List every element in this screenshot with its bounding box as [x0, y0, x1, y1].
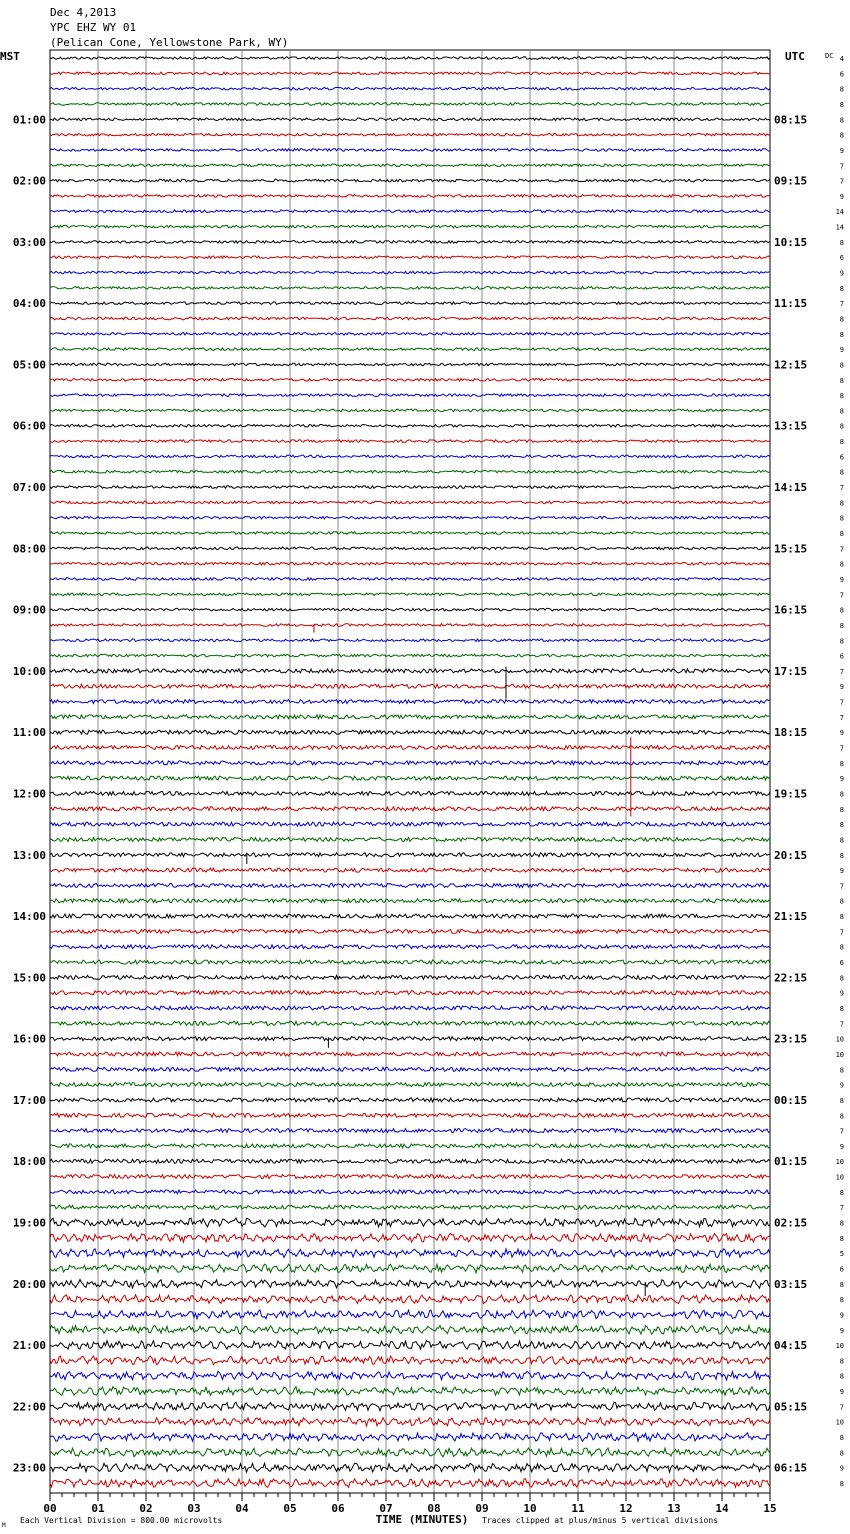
seismic-trace [50, 470, 770, 473]
dc-value: 7 [839, 713, 844, 722]
seismic-trace [50, 1052, 770, 1056]
dc-value: 8 [839, 284, 844, 293]
dc-value: 5 [839, 1250, 844, 1259]
seismic-trace [50, 1249, 770, 1258]
dc-value: 6 [839, 254, 844, 263]
dc-value: 14 [835, 223, 844, 232]
seismic-trace [50, 1402, 770, 1411]
dc-value: 8 [839, 392, 844, 401]
dc-value: 8 [839, 1357, 844, 1366]
right-hour-label: 21:15 [774, 910, 808, 924]
dc-value: 9 [839, 1142, 844, 1151]
seismic-trace [50, 1310, 770, 1319]
dc-value: 6 [839, 959, 844, 968]
dc-value: 8 [839, 560, 844, 569]
dc-value: 10 [835, 1050, 844, 1059]
seismic-trace [50, 363, 770, 366]
seismic-trace [50, 578, 770, 581]
left-hour-label: 17:00 [12, 1093, 46, 1107]
seismic-trace [50, 271, 770, 274]
left-hour-label: 20:00 [12, 1277, 46, 1291]
right-hour-label: 09:15 [774, 174, 808, 188]
dc-value: 8 [839, 1280, 844, 1289]
left-hour-label: 22:00 [12, 1400, 46, 1414]
dc-value: 6 [839, 1265, 844, 1274]
dc-value: 8 [839, 1005, 844, 1013]
dc-value: 9 [839, 989, 844, 998]
left-hour-label: 23:00 [12, 1461, 46, 1475]
x-tick-label: 11 [571, 1502, 585, 1515]
left-hour-label: 11:00 [12, 726, 46, 740]
seismic-trace [50, 133, 770, 136]
dc-value: 9 [839, 867, 844, 876]
seismic-trace [50, 639, 770, 642]
dc-value: 8 [839, 422, 844, 431]
seismic-trace [50, 1479, 770, 1488]
seismic-trace [50, 1371, 770, 1380]
left-hour-label: 01:00 [12, 113, 46, 127]
dc-value: 7 [839, 177, 844, 186]
seismic-trace [50, 149, 770, 152]
seismic-trace [50, 179, 770, 182]
right-hour-label: 23:15 [774, 1032, 808, 1046]
dc-value: 8 [839, 606, 844, 615]
dc-value: 7 [839, 882, 844, 891]
dc-value: 8 [839, 116, 844, 125]
dc-header-label: DC [825, 52, 834, 60]
seismic-trace [50, 1205, 770, 1209]
seismic-trace [50, 700, 770, 704]
x-tick-label: 10 [523, 1502, 537, 1515]
seismic-trace [50, 103, 770, 106]
dc-value: 8 [839, 330, 844, 339]
dc-value: 8 [839, 1449, 844, 1458]
seismic-trace [50, 1463, 770, 1472]
dc-value: 7 [839, 1204, 844, 1213]
dc-value: 8 [839, 1234, 844, 1243]
dc-value: 8 [839, 836, 844, 845]
right-hour-label: 15:15 [774, 542, 808, 556]
seismic-trace [50, 1341, 770, 1350]
seismic-trace [50, 975, 770, 979]
seismic-trace [50, 899, 770, 903]
dc-value: 8 [839, 85, 844, 94]
dc-value: 8 [839, 1112, 844, 1121]
right-timezone-label: UTC [785, 50, 805, 63]
dc-value: 8 [839, 131, 844, 140]
seismic-trace [50, 302, 770, 305]
right-hour-label: 17:15 [774, 664, 808, 678]
dc-value: 9 [839, 1326, 844, 1335]
left-hour-label: 16:00 [12, 1032, 46, 1046]
dc-value: 8 [839, 315, 844, 324]
dc-value: 8 [839, 1188, 844, 1197]
left-hour-label: 12:00 [12, 787, 46, 801]
seismic-trace [50, 1006, 770, 1010]
right-hour-label: 10:15 [774, 235, 808, 249]
left-hour-label: 08:00 [12, 542, 46, 556]
seismic-trace [50, 501, 770, 504]
left-hour-label: 18:00 [12, 1155, 46, 1169]
seismic-trace [50, 1264, 770, 1273]
seismic-trace [50, 241, 770, 244]
seismic-trace [50, 72, 770, 75]
left-hour-label: 13:00 [12, 848, 46, 862]
dc-value: 8 [839, 1434, 844, 1443]
seismic-trace [50, 1159, 770, 1163]
dc-value: 8 [839, 621, 844, 630]
x-tick-label: 07 [379, 1502, 393, 1515]
seismic-trace [50, 715, 770, 719]
seismic-trace [50, 379, 770, 382]
dc-value: 10 [835, 1158, 844, 1167]
right-hour-label: 22:15 [774, 971, 808, 985]
seismic-trace [50, 164, 770, 167]
dc-value: 9 [839, 1311, 844, 1320]
dc-value: 7 [839, 300, 844, 309]
dc-value: 9 [839, 729, 844, 738]
seismic-trace [50, 1387, 770, 1396]
x-tick-label: 09 [475, 1502, 489, 1515]
seismic-trace [50, 654, 770, 657]
dc-value: 8 [839, 530, 844, 538]
dc-value: 9 [839, 269, 844, 278]
dc-value: 6 [839, 70, 844, 79]
seismic-trace [50, 1129, 770, 1133]
dc-value: 7 [839, 1020, 844, 1029]
seismic-trace [50, 210, 770, 213]
seismic-trace [50, 868, 770, 872]
dc-value: 9 [839, 1388, 844, 1397]
left-hour-label: 14:00 [12, 910, 46, 924]
dc-value: 6 [839, 453, 844, 462]
seismic-trace [50, 57, 770, 60]
dc-value: 9 [839, 346, 844, 355]
dc-value: 8 [839, 438, 844, 447]
seismic-trace [50, 1356, 770, 1365]
dc-value: 9 [839, 775, 844, 784]
dc-value: 8 [839, 499, 844, 508]
dc-value: 9 [839, 683, 844, 692]
seismic-trace [50, 486, 770, 489]
seismic-trace [50, 547, 770, 550]
seismic-trace [50, 1280, 770, 1289]
plot-frame [50, 50, 770, 1493]
chart-date: Dec 4,2013 [50, 6, 117, 19]
x-tick-label: 03 [187, 1502, 201, 1515]
left-hour-label: 09:00 [12, 603, 46, 617]
seismic-trace [50, 532, 770, 535]
right-hour-label: 08:15 [774, 113, 808, 127]
dc-value: 8 [839, 851, 844, 860]
seismic-trace [50, 1448, 770, 1457]
scale-note: Each Vertical Division = 800.00 microvolts [20, 1516, 223, 1525]
seismic-trace [50, 455, 770, 458]
seismic-trace [50, 1083, 770, 1087]
seismic-trace [50, 914, 770, 918]
right-hour-label: 02:15 [774, 1216, 808, 1230]
seismic-trace [50, 409, 770, 412]
left-hour-label: 06:00 [12, 419, 46, 433]
seismic-trace [50, 669, 770, 673]
left-hour-label: 05:00 [12, 358, 46, 372]
dc-value: 8 [839, 943, 844, 952]
right-hour-label: 16:15 [774, 603, 808, 617]
dc-value: 8 [839, 361, 844, 370]
left-hour-label: 04:00 [12, 297, 46, 311]
seismic-trace [50, 1144, 770, 1148]
left-hour-label: 10:00 [12, 664, 46, 678]
right-hour-label: 03:15 [774, 1277, 808, 1291]
x-tick-label: 14 [715, 1502, 729, 1515]
dc-value: 8 [839, 821, 844, 830]
dc-value: 8 [839, 974, 844, 983]
dc-value: 10 [835, 1035, 844, 1044]
left-hour-label: 19:00 [12, 1216, 46, 1230]
dc-value: 8 [839, 1296, 844, 1305]
dc-value: 7 [839, 698, 844, 707]
seismic-trace [50, 333, 770, 336]
seismic-trace [50, 1325, 770, 1334]
seismic-trace [50, 1098, 770, 1102]
dc-value: 7 [839, 1403, 844, 1412]
seismic-trace [50, 317, 770, 320]
seismic-trace [50, 440, 770, 443]
seismic-trace [50, 1433, 770, 1442]
right-hour-label: 12:15 [774, 358, 808, 372]
seismic-trace [50, 287, 770, 290]
seismic-trace [50, 1067, 770, 1071]
dc-value: 8 [839, 376, 844, 385]
dc-value: 10 [835, 1418, 844, 1427]
x-tick-label: 12 [619, 1502, 633, 1515]
seismic-trace [50, 1113, 770, 1117]
x-tick-label: 00 [43, 1502, 57, 1515]
seismic-trace [50, 424, 770, 427]
dc-value: 9 [839, 575, 844, 584]
dc-value: 8 [839, 514, 844, 523]
dc-value: 7 [839, 591, 844, 600]
dc-value: 8 [839, 1480, 844, 1488]
seismic-trace [50, 593, 770, 596]
dc-value: 8 [839, 790, 844, 799]
seismic-trace [50, 746, 770, 750]
dc-value: 8 [839, 238, 844, 247]
right-hour-label: 18:15 [774, 726, 808, 740]
seismic-trace [50, 883, 770, 887]
seismic-trace [50, 761, 770, 765]
seismic-trace [50, 1295, 770, 1304]
seismic-trace [50, 394, 770, 397]
seismic-trace [50, 562, 770, 565]
right-hour-label: 01:15 [774, 1155, 808, 1169]
chart-location: (Pelican Cone, Yellowstone Park, WY) [50, 36, 289, 49]
dc-value: 7 [839, 162, 844, 171]
dc-value: 8 [839, 1066, 844, 1075]
seismic-trace [50, 960, 770, 964]
seismic-trace [50, 776, 770, 780]
x-tick-label: 01 [91, 1502, 105, 1515]
dc-value: 9 [839, 1464, 844, 1473]
left-hour-label: 07:00 [12, 481, 46, 495]
seismic-trace [50, 853, 770, 857]
dc-value: 8 [839, 897, 844, 906]
seismic-trace [50, 684, 770, 688]
right-hour-label: 14:15 [774, 481, 808, 495]
dc-value: 14 [835, 208, 844, 217]
dc-value: 6 [839, 652, 844, 661]
seismic-trace [50, 807, 770, 811]
x-tick-label: 02 [139, 1502, 153, 1515]
x-tick-label: 08 [427, 1502, 441, 1515]
dc-value: 7 [839, 1127, 844, 1136]
seismic-trace [50, 945, 770, 949]
x-tick-label: 05 [283, 1502, 297, 1515]
seismic-trace [50, 1234, 770, 1243]
seismic-trace [50, 838, 770, 842]
dc-value: 8 [839, 407, 844, 416]
clip-note: Traces clipped at plus/minus 5 vertical divisions [482, 1516, 719, 1525]
x-tick-label: 06 [331, 1502, 345, 1515]
seismic-trace [50, 792, 770, 796]
dc-value: 10 [835, 1342, 844, 1351]
left-hour-label: 03:00 [12, 235, 46, 249]
seismic-trace [50, 1021, 770, 1025]
x-axis-title: TIME (MINUTES) [375, 1513, 469, 1526]
dc-value: 8 [839, 637, 844, 646]
dc-value: 7 [839, 928, 844, 937]
seismic-trace [50, 929, 770, 933]
dc-value: 8 [839, 1096, 844, 1105]
dc-value: 8 [839, 1219, 844, 1228]
seismic-trace [50, 1037, 770, 1041]
dc-value: 8 [839, 913, 844, 922]
chart-station: YPC EHZ WY 01 [50, 21, 137, 34]
x-tick-label: 04 [235, 1502, 249, 1515]
dc-value: 8 [839, 759, 844, 768]
seismic-trace [50, 516, 770, 519]
dc-value: 4 [839, 55, 844, 63]
seismic-trace [50, 608, 770, 611]
seismic-trace [50, 348, 770, 351]
right-hour-label: 20:15 [774, 848, 808, 862]
seismic-trace [50, 118, 770, 121]
seismic-trace [50, 1190, 770, 1194]
right-hour-label: 19:15 [774, 787, 808, 801]
seismic-trace [50, 256, 770, 259]
left-hour-label: 15:00 [12, 971, 46, 985]
dc-value: 9 [839, 146, 844, 155]
x-tick-label: 13 [667, 1502, 681, 1515]
right-hour-label: 00:15 [774, 1093, 808, 1107]
x-tick-label: 15 [763, 1502, 777, 1515]
dc-value: 7 [839, 667, 844, 676]
dc-value: 7 [839, 744, 844, 753]
dc-value: 9 [839, 1081, 844, 1090]
corner-mark: M [2, 1522, 6, 1529]
seismic-trace [50, 195, 770, 198]
seismic-trace [50, 225, 770, 228]
dc-value: 8 [839, 468, 844, 477]
dc-value: 9 [839, 192, 844, 201]
left-hour-label: 21:00 [12, 1339, 46, 1353]
right-hour-label: 11:15 [774, 297, 808, 311]
left-timezone-label: MST [0, 50, 20, 63]
right-hour-label: 06:15 [774, 1461, 808, 1475]
dc-value: 10 [835, 1173, 844, 1182]
dc-value: 7 [839, 484, 844, 493]
right-hour-label: 13:15 [774, 419, 808, 433]
seismic-trace [50, 1218, 770, 1227]
seismic-trace [50, 87, 770, 90]
dc-value: 8 [839, 805, 844, 814]
seismic-trace [50, 730, 770, 734]
seismic-trace [50, 624, 770, 627]
dc-value: 8 [839, 1372, 844, 1381]
right-hour-label: 05:15 [774, 1400, 808, 1414]
seismic-trace [50, 822, 770, 826]
seismic-trace [50, 1175, 770, 1179]
seismic-trace [50, 1418, 770, 1427]
seismic-trace [50, 991, 770, 995]
dc-value: 7 [839, 545, 844, 554]
left-hour-label: 02:00 [12, 174, 46, 188]
right-hour-label: 04:15 [774, 1339, 808, 1353]
dc-value: 8 [839, 100, 844, 109]
